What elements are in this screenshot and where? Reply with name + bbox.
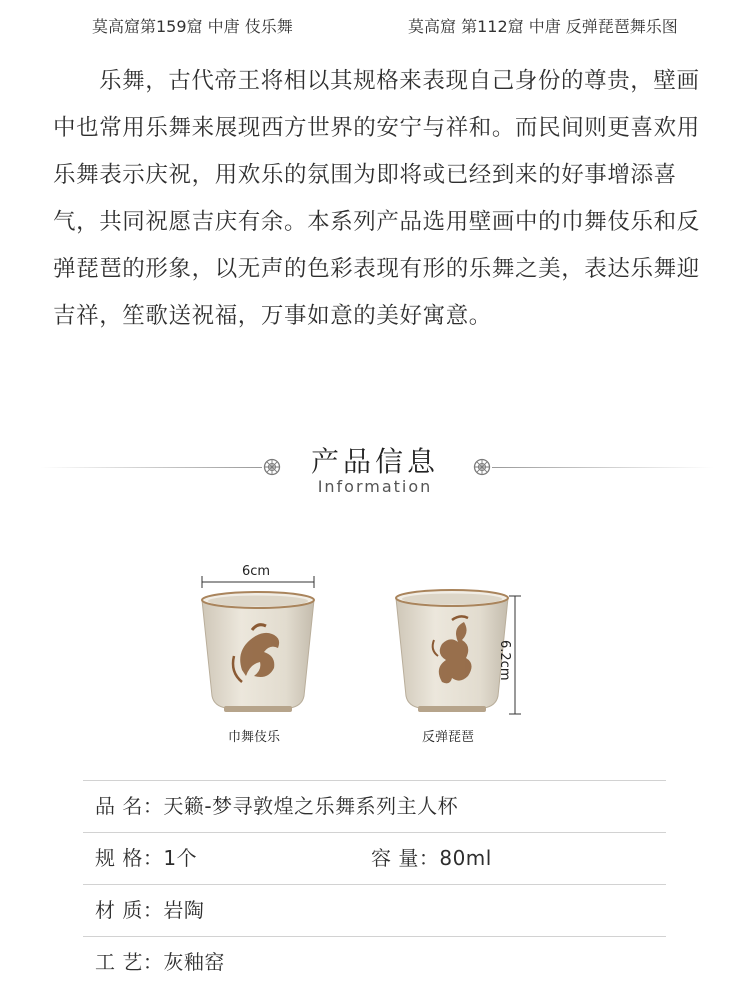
height-label: 6.2cm bbox=[497, 640, 512, 681]
cup-fantan-pipa bbox=[396, 590, 508, 712]
caption-cave-112: 莫高窟 第112窟 中唐 反弹琵琶舞乐图 bbox=[408, 17, 678, 36]
spec-craft: 工 艺：灰釉窑 bbox=[95, 950, 225, 974]
spec-name: 品 名：天籁-梦寻敦煌之乐舞系列主人杯 bbox=[95, 794, 459, 818]
cup-1-label: 巾舞伎乐 bbox=[228, 730, 281, 745]
spec-material: 材 质：岩陶 bbox=[95, 898, 205, 922]
cup-2-label: 反弹琵琶 bbox=[422, 730, 475, 745]
divider-right bbox=[492, 467, 714, 468]
spec-table bbox=[83, 780, 666, 988]
cup-jinwu-jiyue bbox=[202, 592, 314, 712]
spec-row-craft bbox=[83, 936, 666, 988]
ornament-icon bbox=[472, 457, 492, 477]
spec-row-size bbox=[83, 832, 666, 884]
width-label: 6cm bbox=[242, 564, 271, 579]
spec-capacity: 容 量：80ml bbox=[371, 846, 492, 870]
product-photo bbox=[190, 560, 560, 750]
caption-cave-159: 莫高窟第159窟 中唐 伎乐舞 bbox=[92, 17, 293, 36]
spec-row-material bbox=[83, 884, 666, 936]
spec-row-name bbox=[83, 780, 666, 832]
spec-spec: 规 格：1个 bbox=[95, 846, 198, 870]
section-title: 产品信息 bbox=[310, 445, 439, 478]
section-subtitle: Information bbox=[317, 477, 433, 496]
product-info-heading bbox=[0, 436, 750, 506]
intro-paragraph: 乐舞，古代帝王将相以其规格来表现自己身份的尊贵，壁画中也常用乐舞来展现西方世界的安宁与祥和。而民间则更喜欢用乐舞表示庆祝，用欢乐的氛围为即将或已经到来的好事增添喜气，共同祝愿吉庆有余。本系列产品选用壁画中的巾舞伎乐和反弹琵琶的形象，以无声的色彩表现有形的乐舞之美，表达乐舞迎吉祥，笙歌送祝福，万事如意的美好寓意。 bbox=[53, 68, 700, 329]
figure-captions bbox=[0, 14, 750, 38]
